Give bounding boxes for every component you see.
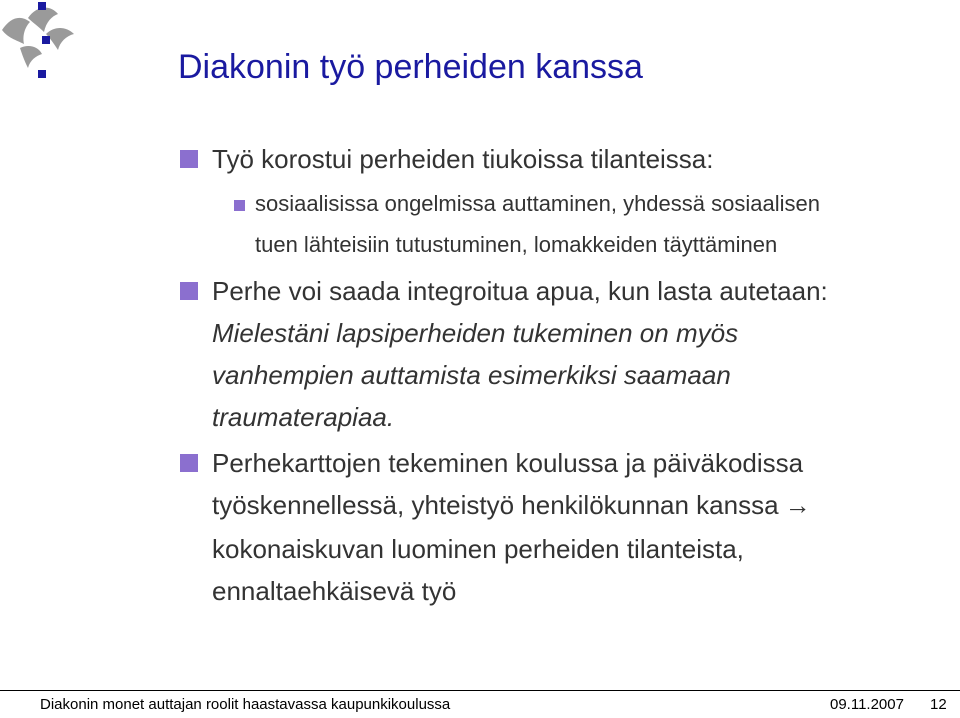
bullet-text: Perhe voi saada integroitua apua, kun lasta autetaan:	[212, 276, 828, 306]
sub-bullet-text: sosiaalisissa ongelmissa auttaminen, yhdessä sosiaalisen	[255, 191, 820, 216]
footer-page-number: 12	[930, 696, 947, 713]
sub-bullet-text-continued: tuen lähteisiin tutustuminen, lomakkeiden täyttäminen	[255, 232, 778, 257]
footer-divider	[0, 690, 960, 691]
bullet-text-continued	[212, 490, 811, 521]
bullet-text-segment: työskennellessä, yhteistyö henkilökunnan kanssa	[212, 490, 779, 520]
footer-title: Diakonin monet auttajan roolit haastavassa kaupunkikoulussa	[40, 696, 451, 713]
logo-icon	[0, 0, 90, 80]
footer-date: 09.11.2007	[830, 696, 904, 713]
quote-text-end: traumaterapiaa.	[212, 402, 395, 432]
quote-text-continued: vanhempien auttamista esimerkiksi saamaan	[212, 360, 731, 390]
slide-title: Diakonin työ perheiden kanssa	[178, 48, 643, 86]
bullet-text-end: ennaltaehkäisevä työ	[212, 576, 457, 606]
bullet-text: Perhekarttojen tekeminen koulussa ja päiväkodissa	[212, 448, 804, 478]
sub-bullet-square-icon	[234, 200, 245, 211]
bullet-text-continued: kokonaiskuvan luominen perheiden tilanteista,	[212, 534, 744, 564]
quote-text: Mielestäni lapsiperheiden tukeminen on myös	[212, 318, 739, 348]
bullet-square-icon	[180, 150, 198, 168]
bullet-text: Työ korostui perheiden tiukoissa tilanteissa:	[212, 144, 714, 174]
bullet-square-icon	[180, 454, 198, 472]
bullet-square-icon	[180, 282, 198, 300]
right-arrow-icon: →	[784, 490, 811, 520]
